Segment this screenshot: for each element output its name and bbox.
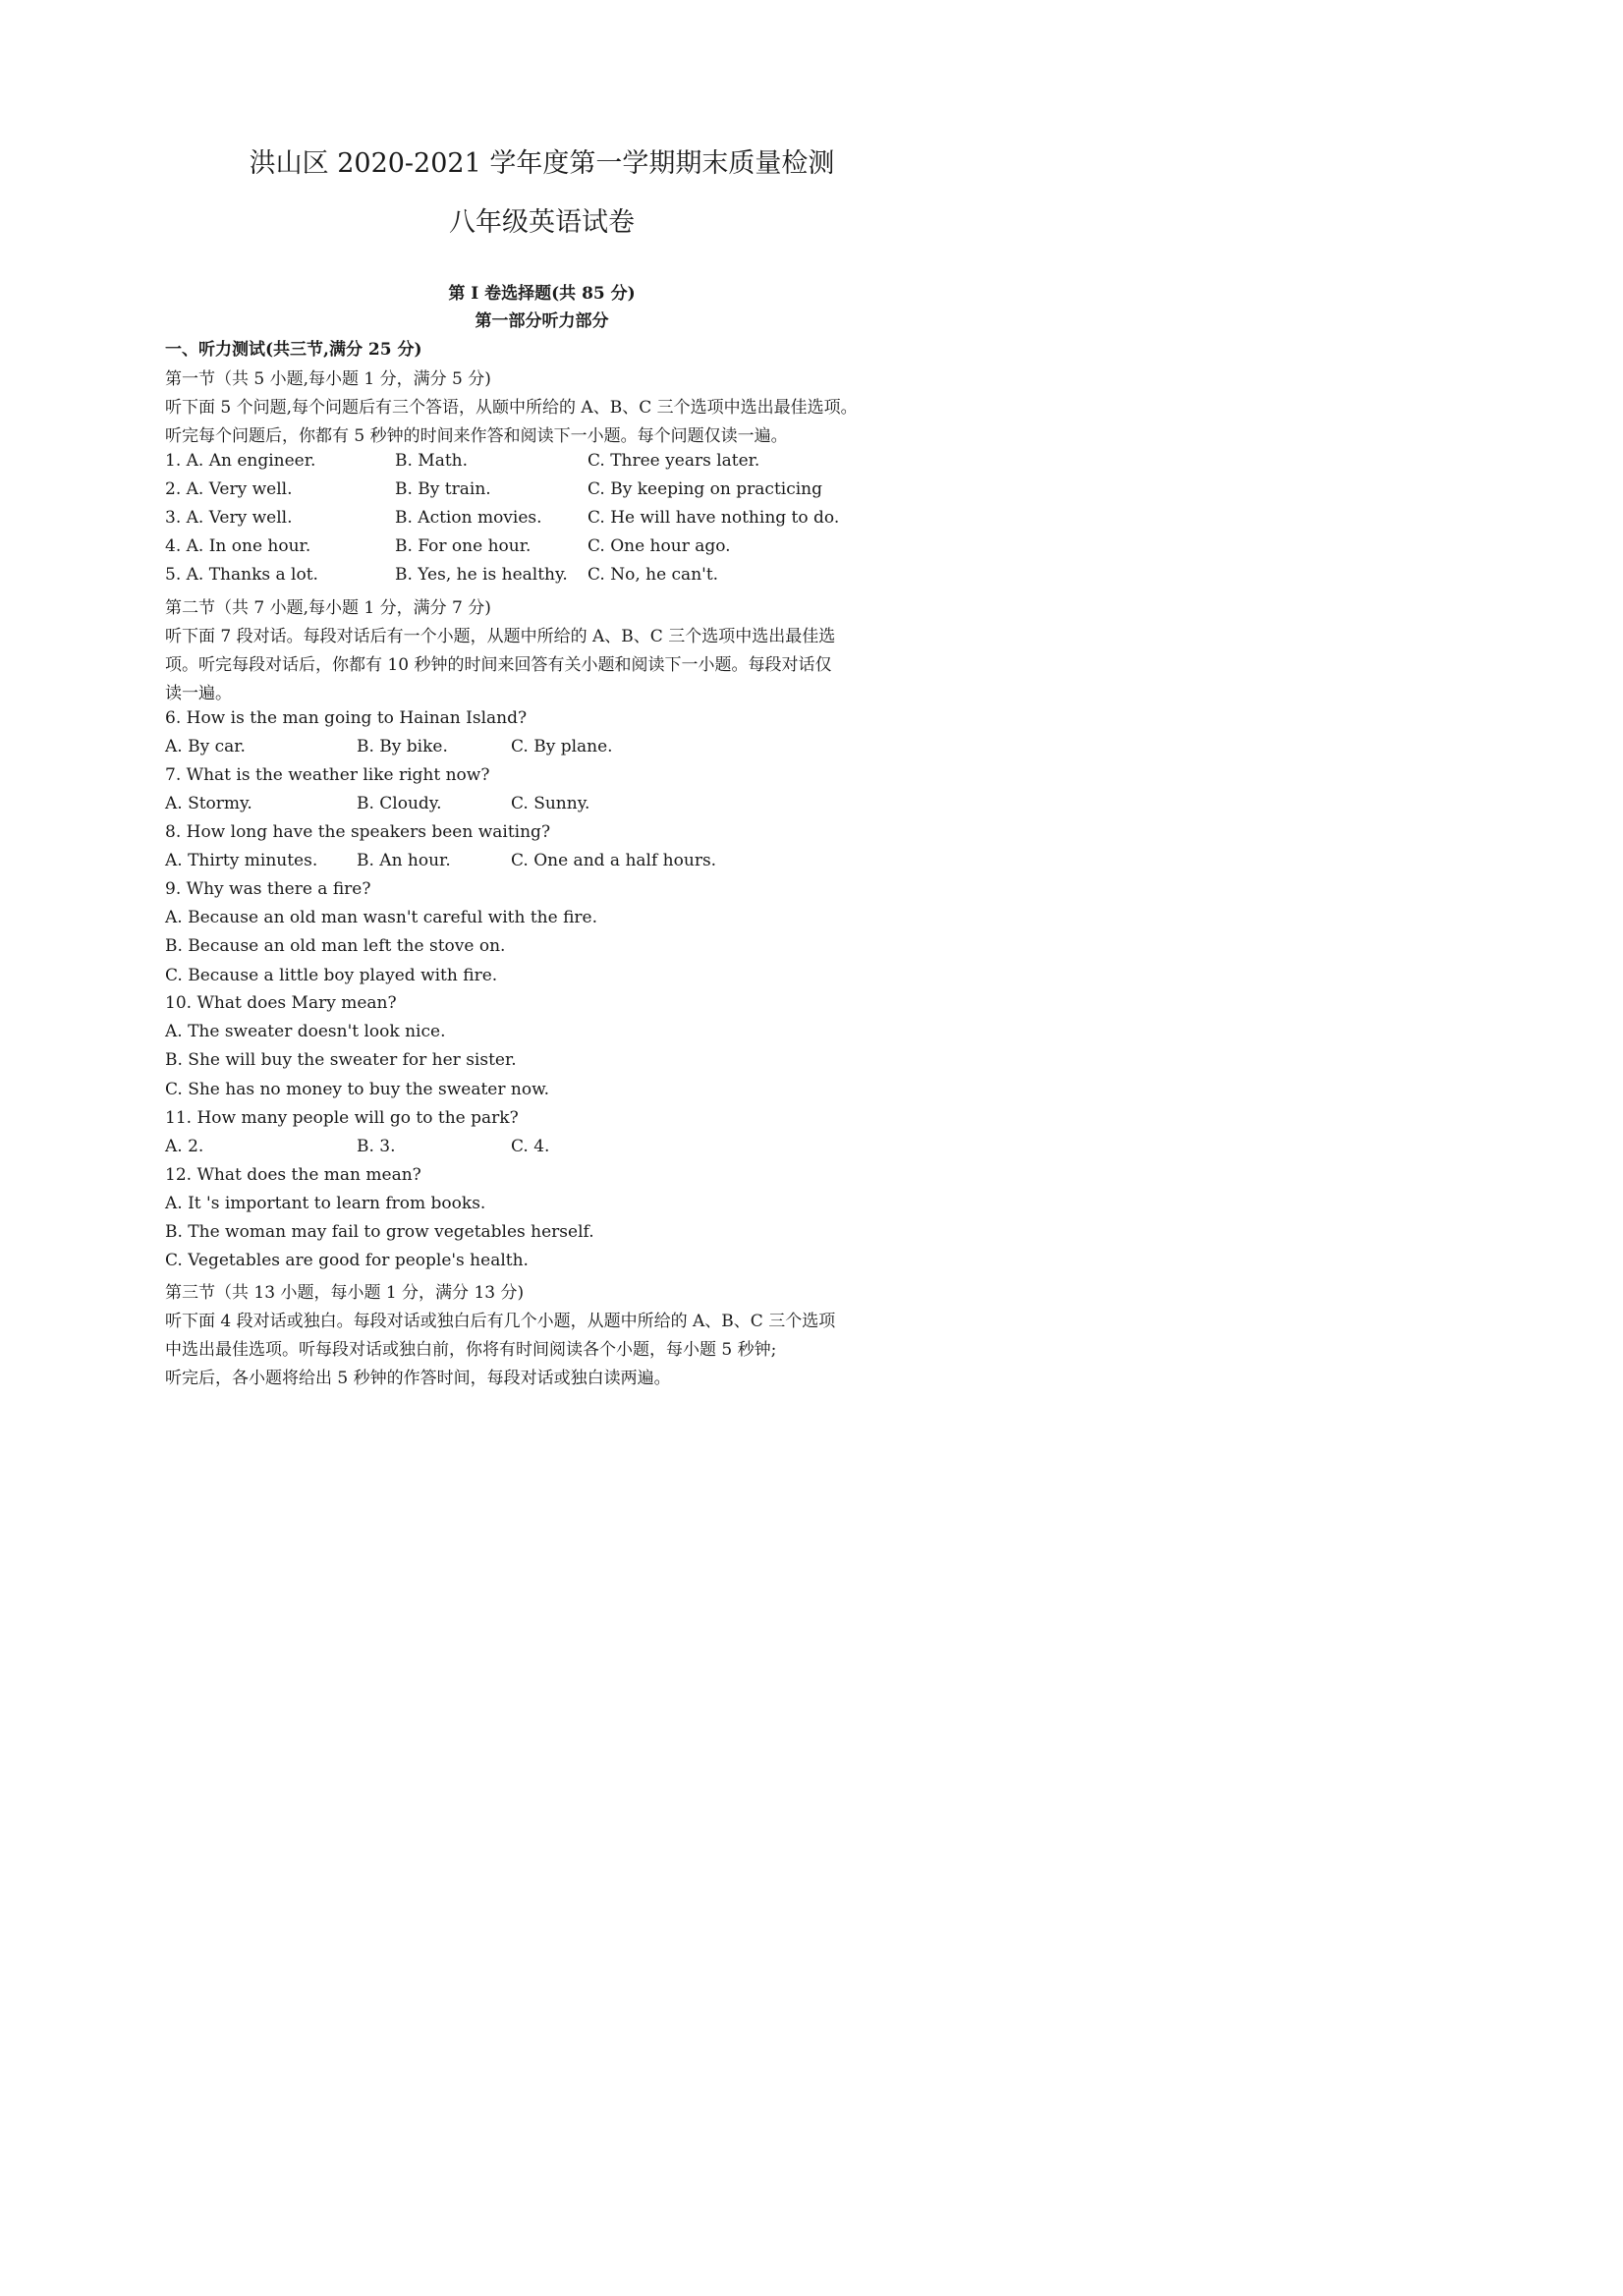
q12-option-a: A. It 's important to learn from books.: [165, 1194, 486, 1213]
exam-subtitle: 八年级英语试卷: [449, 207, 635, 238]
section3-instruction-3: 听完后，各小题将给出 5 秒钟的作答时间，每段对话或独白读两遍。: [165, 1369, 671, 1388]
section1-instruction-1: 听下面 5 个问题,每个问题后有三个答语，从颐中所给的 A、B、C 三个选项中选出最佳选项。: [165, 398, 858, 418]
q2-option-b: B. By train.: [395, 479, 491, 499]
q10-option-a: A. The sweater doesn't look nice.: [165, 1022, 446, 1041]
q3-option-b: B. Action movies.: [395, 508, 542, 528]
section3-instruction-1: 听下面 4 段对话或独白。每段对话或独白后有几个小题，从题中所给的 A、B、C 三个选项: [165, 1312, 836, 1331]
q1-option-c: C. Three years later.: [588, 451, 760, 471]
q3-option-c: C. He will have nothing to do.: [588, 508, 840, 528]
q7-option-c: C. Sunny.: [511, 794, 590, 813]
volume-heading: 第 I 卷选择题(共 85 分): [448, 284, 636, 304]
q4-option-b: B. For one hour.: [395, 536, 532, 556]
section2-instruction-1: 听下面 7 段对话。每段对话后有一个小题，从题中所给的 A、B、C 三个选项中选出最佳选: [165, 627, 836, 646]
q8-question: 8. How long have the speakers been waiting?: [165, 822, 551, 842]
q4-option-a: 4. A. In one hour.: [165, 536, 311, 556]
section1-instruction-2: 听完每个问题后，你都有 5 秒钟的时间来作答和阅读下一小题。每个问题仅读一遍。: [165, 426, 788, 446]
q9-option-c: C. Because a little boy played with fire.: [165, 966, 498, 985]
q1-option-b: B. Math.: [395, 451, 469, 471]
q11-question: 11. How many people will go to the park?: [165, 1108, 519, 1128]
section1-heading: 第一节（共 5 小题,每小题 1 分，满分 5 分): [165, 369, 491, 389]
q5-option-a: 5. A. Thanks a lot.: [165, 565, 318, 585]
q9-option-b: B. Because an old man left the stove on.: [165, 936, 506, 956]
q10-question: 10. What does Mary mean?: [165, 993, 397, 1013]
q5-option-c: C. No, he can't.: [588, 565, 719, 585]
q6-option-c: C. By plane.: [511, 737, 613, 756]
q12-option-c: C. Vegetables are good for people's health.: [165, 1251, 529, 1270]
q6-option-a: A. By car.: [165, 737, 246, 756]
q6-option-b: B. By bike.: [357, 737, 448, 756]
q9-question: 9. Why was there a fire?: [165, 879, 371, 899]
q11-option-b: B. 3.: [357, 1137, 396, 1156]
q7-question: 7. What is the weather like right now?: [165, 765, 490, 785]
q9-option-a: A. Because an old man wasn't careful with the fire.: [165, 908, 598, 927]
q4-option-c: C. One hour ago.: [588, 536, 731, 556]
q1-option-a: 1. A. An engineer.: [165, 451, 316, 471]
part-heading: 第一部分听力部分: [475, 311, 609, 331]
q7-option-b: B. Cloudy.: [357, 794, 442, 813]
q10-option-c: C. She has no money to buy the sweater now.: [165, 1080, 550, 1099]
section2-heading: 第二节（共 7 小题,每小题 1 分，满分 7 分): [165, 598, 491, 618]
q5-option-b: B. Yes, he is healthy.: [395, 565, 568, 585]
exam-page: [0, 0, 1084, 1533]
q12-option-b: B. The woman may fail to grow vegetables herself.: [165, 1222, 594, 1242]
q2-option-c: C. By keeping on practicing: [588, 479, 822, 499]
q7-option-a: A. Stormy.: [165, 794, 252, 813]
q12-question: 12. What does the man mean?: [165, 1165, 421, 1185]
q8-option-a: A. Thirty minutes.: [165, 851, 318, 870]
q3-option-a: 3. A. Very well.: [165, 508, 293, 528]
exam-title: 洪山区 2020-2021 学年度第一学期期末质量检测: [249, 148, 835, 179]
listening-heading: 一、听力测试(共三节,满分 25 分): [165, 340, 422, 360]
section3-instruction-2: 中选出最佳选项。听每段对话或独白前，你将有时间阅读各个小题，每小题 5 秒钟;: [165, 1340, 777, 1360]
q11-option-a: A. 2.: [165, 1137, 204, 1156]
q8-option-c: C. One and a half hours.: [511, 851, 717, 870]
q10-option-b: B. She will buy the sweater for her sister.: [165, 1050, 517, 1070]
q2-option-a: 2. A. Very well.: [165, 479, 293, 499]
q11-option-c: C. 4.: [511, 1137, 550, 1156]
q8-option-b: B. An hour.: [357, 851, 451, 870]
section2-instruction-3: 读一遍。: [165, 684, 232, 703]
section3-heading: 第三节（共 13 小题，每小题 1 分，满分 13 分): [165, 1283, 525, 1303]
section2-instruction-2: 项。听完每段对话后，你都有 10 秒钟的时间来回答有关小题和阅读下一小题。每段对话仅: [165, 655, 832, 675]
q6-question: 6. How is the man going to Hainan Island?: [165, 708, 528, 728]
